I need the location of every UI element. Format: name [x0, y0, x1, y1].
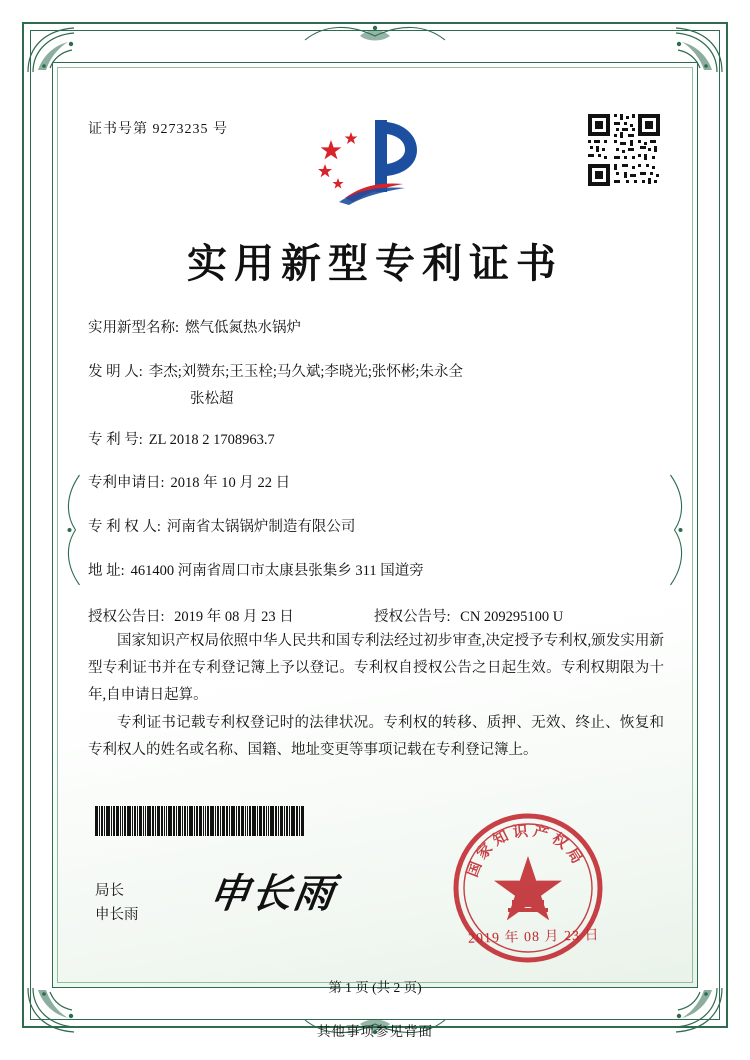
paragraph-register: 专利证书记载专利权登记时的法律状况。专利权的转移、质押、无效、终止、恢复和专利权人的姓名或名称、国籍、地址变更等事项记载在专利登记簿上。 [88, 715, 664, 759]
field-value: 河南省太锅锅炉制造有限公司 [166, 519, 356, 535]
field-row-announcement [88, 605, 668, 626]
cnipa-logo-icon [305, 112, 425, 207]
qr-code-icon [586, 112, 662, 188]
announcement-date-group [88, 605, 374, 626]
field-row-inventors [88, 362, 668, 408]
signature-label-block [95, 880, 139, 928]
announcement-number-value: CN 209295100 U [460, 608, 564, 625]
field-list [88, 318, 668, 644]
edge-ornament-top [300, 20, 450, 51]
corner-ornament-top-right [664, 24, 726, 76]
director-title-label: 局长 [95, 883, 124, 899]
field-value: ZL 2018 2 1708963.7 [148, 431, 275, 448]
field-label: 实用新型名称: [88, 320, 180, 336]
edge-ornament-left [63, 470, 90, 590]
announcement-number-group [374, 605, 668, 626]
field-row-patent-number [88, 430, 668, 452]
field-label: 专利申请日: [88, 475, 165, 492]
field-value: 2018 年 10 月 22 日 [170, 475, 291, 492]
field-label: 地 址: [88, 562, 125, 579]
certificate-number: 证书号第 9273235 号 [88, 122, 228, 137]
announcement-date-label: 授权公告日: [88, 608, 165, 625]
paragraph-grant: 国家知识产权局依照中华人民共和国专利法经过初步审查,决定授予专利权,颁发实用新型专利证书并在专利登记簿上予以登记。专利权自授权公告之日起生效。专利权期限为十年,自申请日起算。 [88, 633, 664, 703]
field-row-patentee [88, 517, 668, 539]
director-handwritten-signature: 申长雨 [206, 871, 339, 916]
field-row-address [88, 561, 668, 583]
field-row-application-date [88, 473, 668, 495]
corner-ornament-top-left [24, 24, 86, 76]
field-value-continued: 张松超 [190, 390, 234, 407]
page-title: 实用新型专利证书 [187, 241, 563, 286]
field-label: 发 明 人: [88, 363, 143, 380]
field-row-utility-model-name [88, 318, 668, 340]
footnote: 其他事项参见背面 [317, 1024, 433, 1039]
svg-text:国家知识产权局: 国家知识产权局 [464, 823, 587, 880]
page-number: 第 1 页 (共 2 页) [328, 980, 422, 995]
legal-text-block [88, 628, 664, 766]
announcement-date-value: 2019 年 08 月 23 日 [174, 608, 294, 625]
announcement-number-label: 授权公告号: [374, 608, 451, 625]
barcode-icon [95, 806, 395, 836]
field-value: 燃气低氮热水锅炉 [185, 320, 302, 336]
seal-date: 2019 年 08 月 23 日 [467, 928, 600, 947]
field-label: 专 利 号: [88, 431, 143, 448]
field-label: 专 利 权 人: [88, 519, 161, 535]
field-value: 李杰;刘赞东;王玉栓;马久斌;李晓光;张怀彬;朱永全 [148, 363, 463, 380]
director-name-label: 申长雨 [95, 906, 139, 923]
field-value: 461400 河南省周口市太康县张集乡 311 国道旁 [130, 562, 424, 579]
